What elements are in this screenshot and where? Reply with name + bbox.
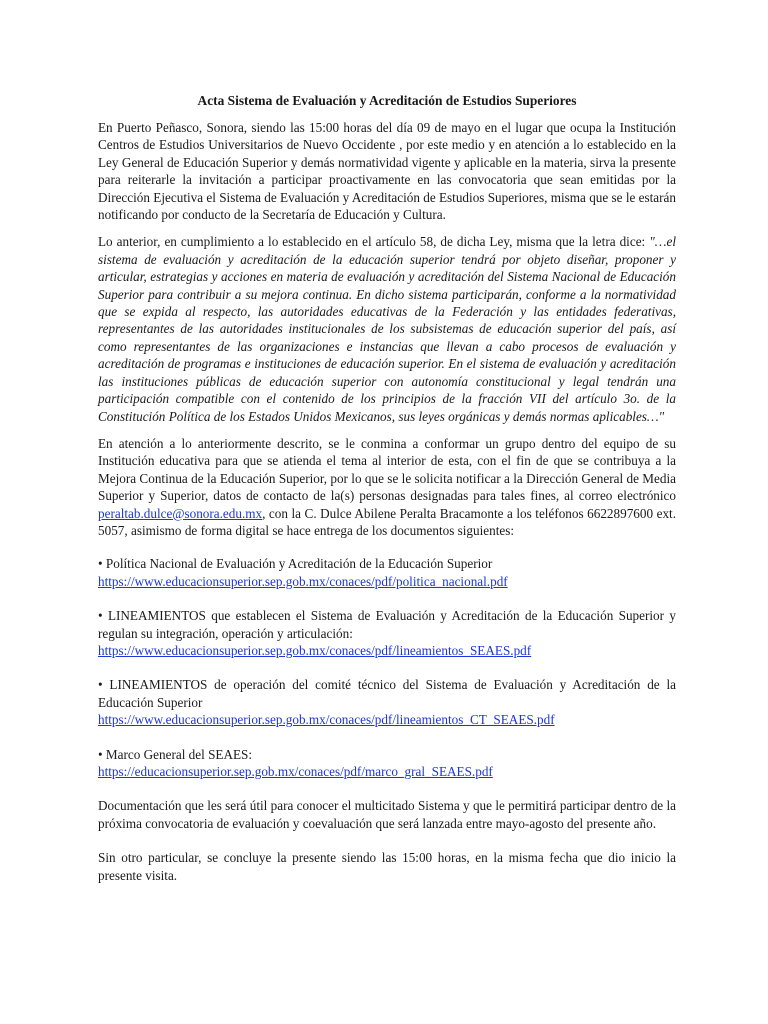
list-item-text: • Política Nacional de Evaluación y Acreditación de la Educación Superior — [98, 556, 493, 572]
lineamientos-seaes-link[interactable]: https://www.educacionsuperior.sep.gob.mx/conaces/pdf/lineamientos_SEAES.pdf — [98, 642, 532, 658]
politica-nacional-link[interactable]: https://www.educacionsuperior.sep.gob.mx/conaces/pdf/politica_nacional.pdf — [98, 573, 508, 589]
list-item-text: • LINEAMIENTOS de operación del comité técnico del Sistema de Evaluación y Acreditación de la Educación Superior — [98, 677, 676, 710]
contact-email-link[interactable]: peraltab.dulce@sonora.edu.mx — [98, 505, 263, 521]
request-text-before: En atención a lo anteriormente descrito, se le conmina a conformar un grupo dentro del equipo de su Institución educativa para que se atienda el tema al interior de esta, con el fin de que se contribuya a la Mejora Continua de la Educación Superior, por lo que se le solicita notificar a la Dirección General de Media Superior y Superior, datos de contacto de la(s) personas designadas para tales fines, al correo electrónico — [98, 435, 676, 504]
document-title: Acta Sistema de Evaluación y Acreditación de Estudios Superiores — [197, 93, 577, 108]
list-item-text: • Marco General del SEAES: — [98, 746, 253, 762]
document-list-item — [98, 555, 676, 590]
article-quote-text: "…el sistema de evaluación y acreditación de la educación superior tendrá por objeto diseñar, proponer y articular, estrategias y acciones en materia de evaluación y acreditación del Sistema Nacional de Educación Superior para contribuir a su mejora continua. En dicho sistema participarán, conforme a la normatividad que se expida al respecto, las autoridades educativas de la Federación y las entidades federativas, representantes de las autoridades institucionales de los subsistemas de educación superior del país, así como representantes de las organizaciones e instancias que llevan a cabo procesos de evaluación y acreditación de programas e instituciones de educación superior. En el sistema de evaluación y acreditación las instituciones públicas de educación superior con autonomía constitucional y legal tendrán una participación compatible con el contenido de los principios de la fracción VII del artículo 3o. de la Constitución Política de los Estados Unidos Mexicanos, sus leyes orgánicas y demás normas aplicables…" — [98, 234, 676, 424]
marco-general-link[interactable]: https://educacionsuperior.sep.gob.mx/conaces/pdf/marco_gral_SEAES.pdf — [98, 764, 493, 779]
document-list-item — [98, 607, 676, 659]
paragraph-request — [98, 435, 676, 539]
document-list-item — [98, 746, 676, 781]
paragraph-closing: Sin otro particular, se concluye la presente siendo las 15:00 horas, en la misma fecha que dio inicio la presente visita. — [98, 850, 676, 883]
paragraph-article-58 — [98, 233, 676, 424]
list-item-text: • LINEAMIENTOS que establecen el Sistema de Evaluación y Acreditación de la Educación Superior y regulan su integración, operación y articulación: — [98, 608, 676, 641]
lineamientos-ct-seaes-link[interactable]: https://www.educacionsuperior.sep.gob.mx/conaces/pdf/lineamientos_CT_SEAES.pdf — [98, 712, 555, 728]
request-text-after: , con la C. Dulce Abilene Peralta Bracamonte a los teléfonos 6622897600 ext. 5057, asimismo de forma digital se hace entrega de los documentos siguientes: — [98, 505, 676, 538]
article-intro-text: Lo anterior, en cumplimiento a lo establecido en el artículo 58, de dicha Ley, misma que la letra dice: — [98, 234, 650, 250]
document-list-item — [98, 676, 676, 728]
paragraph-documentation: Documentación que les será útil para conocer el multicitado Sistema y que le permitirá participar dentro de la próxima convocatoria de evaluación y coevaluación que será lanzada entre mayo-agosto del presente año. — [98, 798, 676, 831]
paragraph-intro: En Puerto Peñasco, Sonora, siendo las 15:00 horas del día 09 de mayo en el lugar que ocupa la Institución Centros de Estudios Universitarios de Nuevo Occidente , por este medio y en atención a lo establecido en la Ley General de Educación Superior y demás normatividad vigente y aplicable en la materia, sirva la presente para reiterarle la invitación a participar proactivamente en las convocatoria que sean emitidas por la Dirección Ejecutiva el Sistema de Evaluación y Acreditación de Estudios Superiores, misma que se le estarán notificando por conducto de la Secretaría de Educación y Cultura. — [98, 120, 676, 223]
